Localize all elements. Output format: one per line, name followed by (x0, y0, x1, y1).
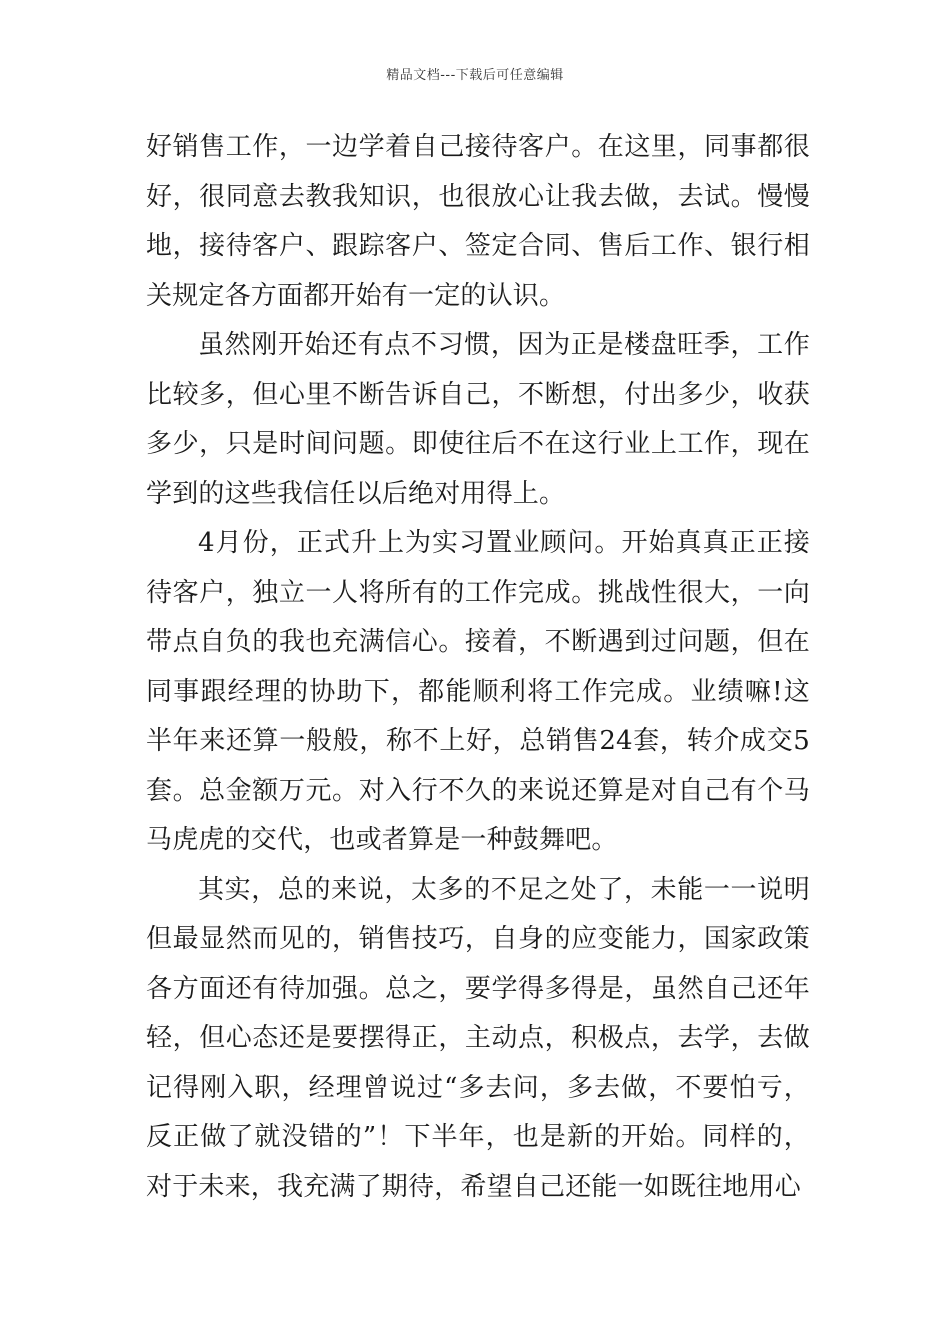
paragraph-3: 4月份，正式升上为实习置业顾问。开始真真正正接待客户，独立一人将所有的工作完成。挑战性很大，一向带点自负的我也充满信心。接着，不断遇到过问题，但在同事跟经理的协助下，都能顺利将工作完成。业绩嘛!这半年来还算一般般，称不上好，总销售24套，转介成交5套。总金额万元。对入行不久的来说还算是对自己有个马马虎虎的交代，也或者算是一种鼓舞吧。 (146, 528, 810, 855)
paragraph-1: 好销售工作，一边学着自己接待客户。在这里，同事都很好，很同意去教我知识，也很放心让我去做，去试。慢慢地，接待客户、跟踪客户、签定合同、售后工作、银行相关规定各方面都开始有一定的认识。 (146, 132, 810, 311)
page-header: 精品文档---下载后可任意编辑 (386, 68, 564, 83)
document-body (146, 123, 810, 1212)
paragraph-2: 虽然刚开始还有点不习惯，因为正是楼盘旺季，工作比较多，但心里不断告诉自己，不断想，付出多少，收获多少，只是时间问题。即使往后不在这行业上工作，现在学到的这些我信任以后绝对用得上。 (146, 330, 810, 509)
paragraph-4: 其实，总的来说，太多的不足之处了，未能一一说明但最显然而见的，销售技巧，自身的应变能力，国家政策各方面还有待加强。总之，要学得多得是，虽然自己还年轻，但心态还是要摆得正，主动点，积极点，去学，去做记得刚入职，经理曾说过“多去问，多去做，不要怕亏，反正做了就没错的”！下半年，也是新的开始。同样的，对于未来，我充满了期待，希望自己还能一如既往地用心 (146, 874, 810, 1202)
